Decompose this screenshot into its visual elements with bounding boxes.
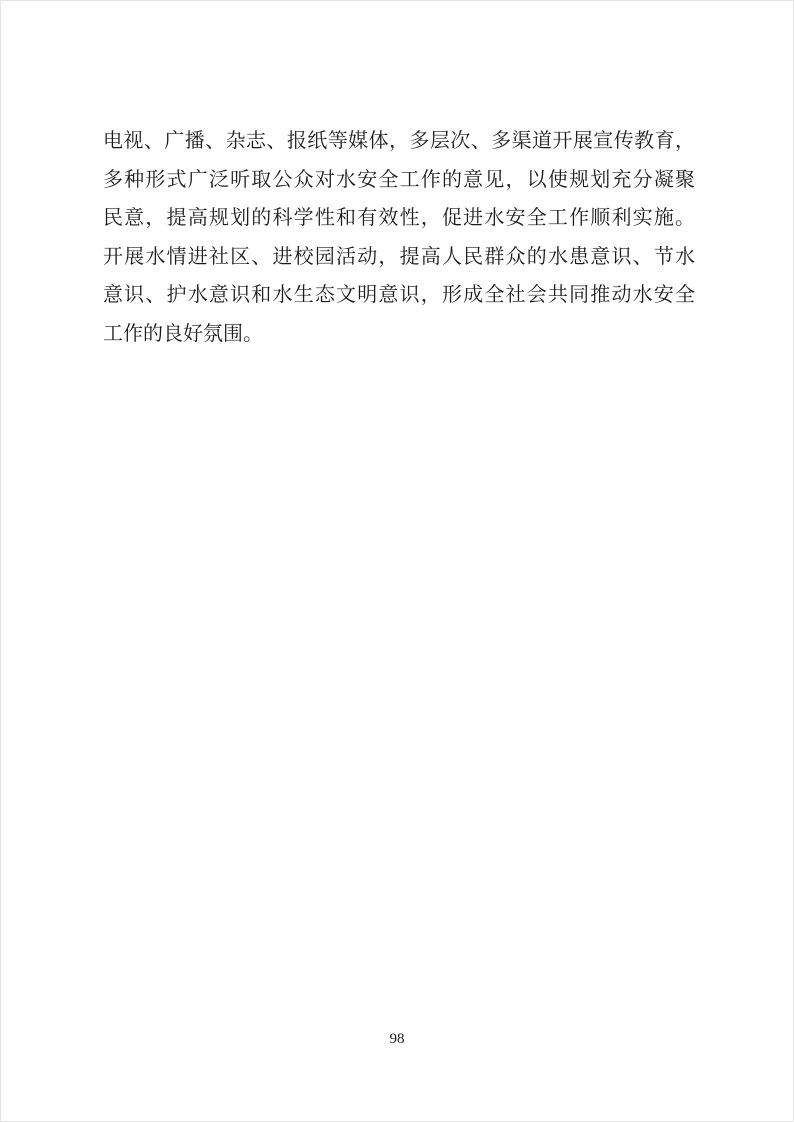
paragraph-line: 意识、护水意识和水生态文明意识，形成全社会共同推动水安全: [103, 284, 695, 306]
paragraph-line: 民意，提高规划的科学性和有效性，促进水安全工作顺利实施。: [103, 207, 695, 229]
paragraph-line: 多种形式广泛听取公众对水安全工作的意见，以使规划充分凝聚: [103, 168, 695, 191]
page-number: 98: [389, 1031, 405, 1047]
paragraph-line: 开展水情进社区、进校园活动，提高人民群众的水患意识、节水: [103, 245, 695, 268]
paragraph-line: 工作的良好氛围。: [103, 322, 263, 345]
paragraph: [103, 122, 695, 353]
paragraph-line: 电视、广播、杂志、报纸等媒体，多层次、多渠道开展宣传教育，: [103, 130, 695, 152]
